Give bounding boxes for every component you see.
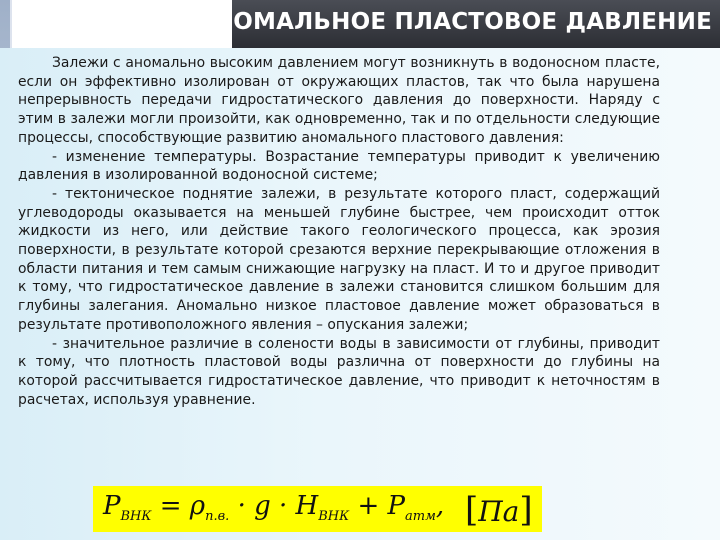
unit-label: Па — [478, 495, 520, 528]
formula-patm: P — [387, 491, 406, 521]
formula-dot-1: · — [237, 491, 246, 521]
formula-box — [93, 486, 542, 532]
formula-rho-sub: п.в. — [205, 509, 230, 524]
slide-title: АНОМАЛЬНОЕ ПЛАСТОВОЕ ДАВЛЕНИЕ — [195, 9, 712, 35]
formula-p: P — [103, 491, 121, 521]
paragraph-temperature: - изменение температуры. Возрастание температуры приводит к увеличению давления в изолированной водоносной системе; — [18, 148, 660, 184]
pressure-formula — [103, 491, 444, 524]
formula-g: g — [254, 491, 271, 521]
formula-rho: ρ — [189, 491, 206, 521]
unit-bracket-close: ] — [519, 490, 533, 530]
unit-bracket-open: [ — [465, 490, 479, 530]
paragraph-tectonic: - тектоническое поднятие залежи, в результате которого пласт, содержащий углеводороды оказывается на меньшей глубине быстрее, чем происходит отток жидкости из него, или действие такого геологического процесса, как эрозия поверхности, в результате которой срезаются верхние перекрывающие отложения в области питания и тем самым снижающие нагрузку на пласт. И то и другое приводит к тому, что гидростатическое давление в залежи становится слишком большим для глубины залегания. Аномально низкое пластовое давление может образоваться в результате противоположного явления – опускания залежи; — [18, 185, 660, 333]
formula-equals: = — [159, 491, 182, 521]
formula-plus: + — [357, 491, 380, 521]
formula-comma: , — [435, 491, 445, 521]
paragraph-salinity: - значительное различие в солености воды в зависимости от глубины, приводит к тому, что плотность пластовой воды различна от поверхности до глубины на которой рассчитывается гидростатическое давление, что приводит к неточностям в расчетах, используя уравнение. — [18, 335, 660, 408]
title-bar — [195, 0, 720, 48]
formula-patm-sub: атм — [405, 509, 436, 524]
formula-unit — [465, 490, 533, 530]
formula-h-sub: ВНК — [318, 509, 350, 524]
formula-dot-2: · — [279, 491, 288, 521]
formula-p-sub: ВНК — [120, 509, 152, 524]
formula-h: H — [295, 491, 319, 521]
paragraph-intro: Залежи с аномально высоким давлением могут возникнуть в водоносном пласте, если он эффективно изолирован от окружающих пластов, так что была нарушена непрерывность передачи гидростатического давления до поверхности. Наряду с этим в залежи могли произойти, как одновременно, так и по отдельности следующие процессы, способствующие развитию аномального пластового давления: — [18, 55, 660, 146]
body-text — [18, 54, 660, 409]
